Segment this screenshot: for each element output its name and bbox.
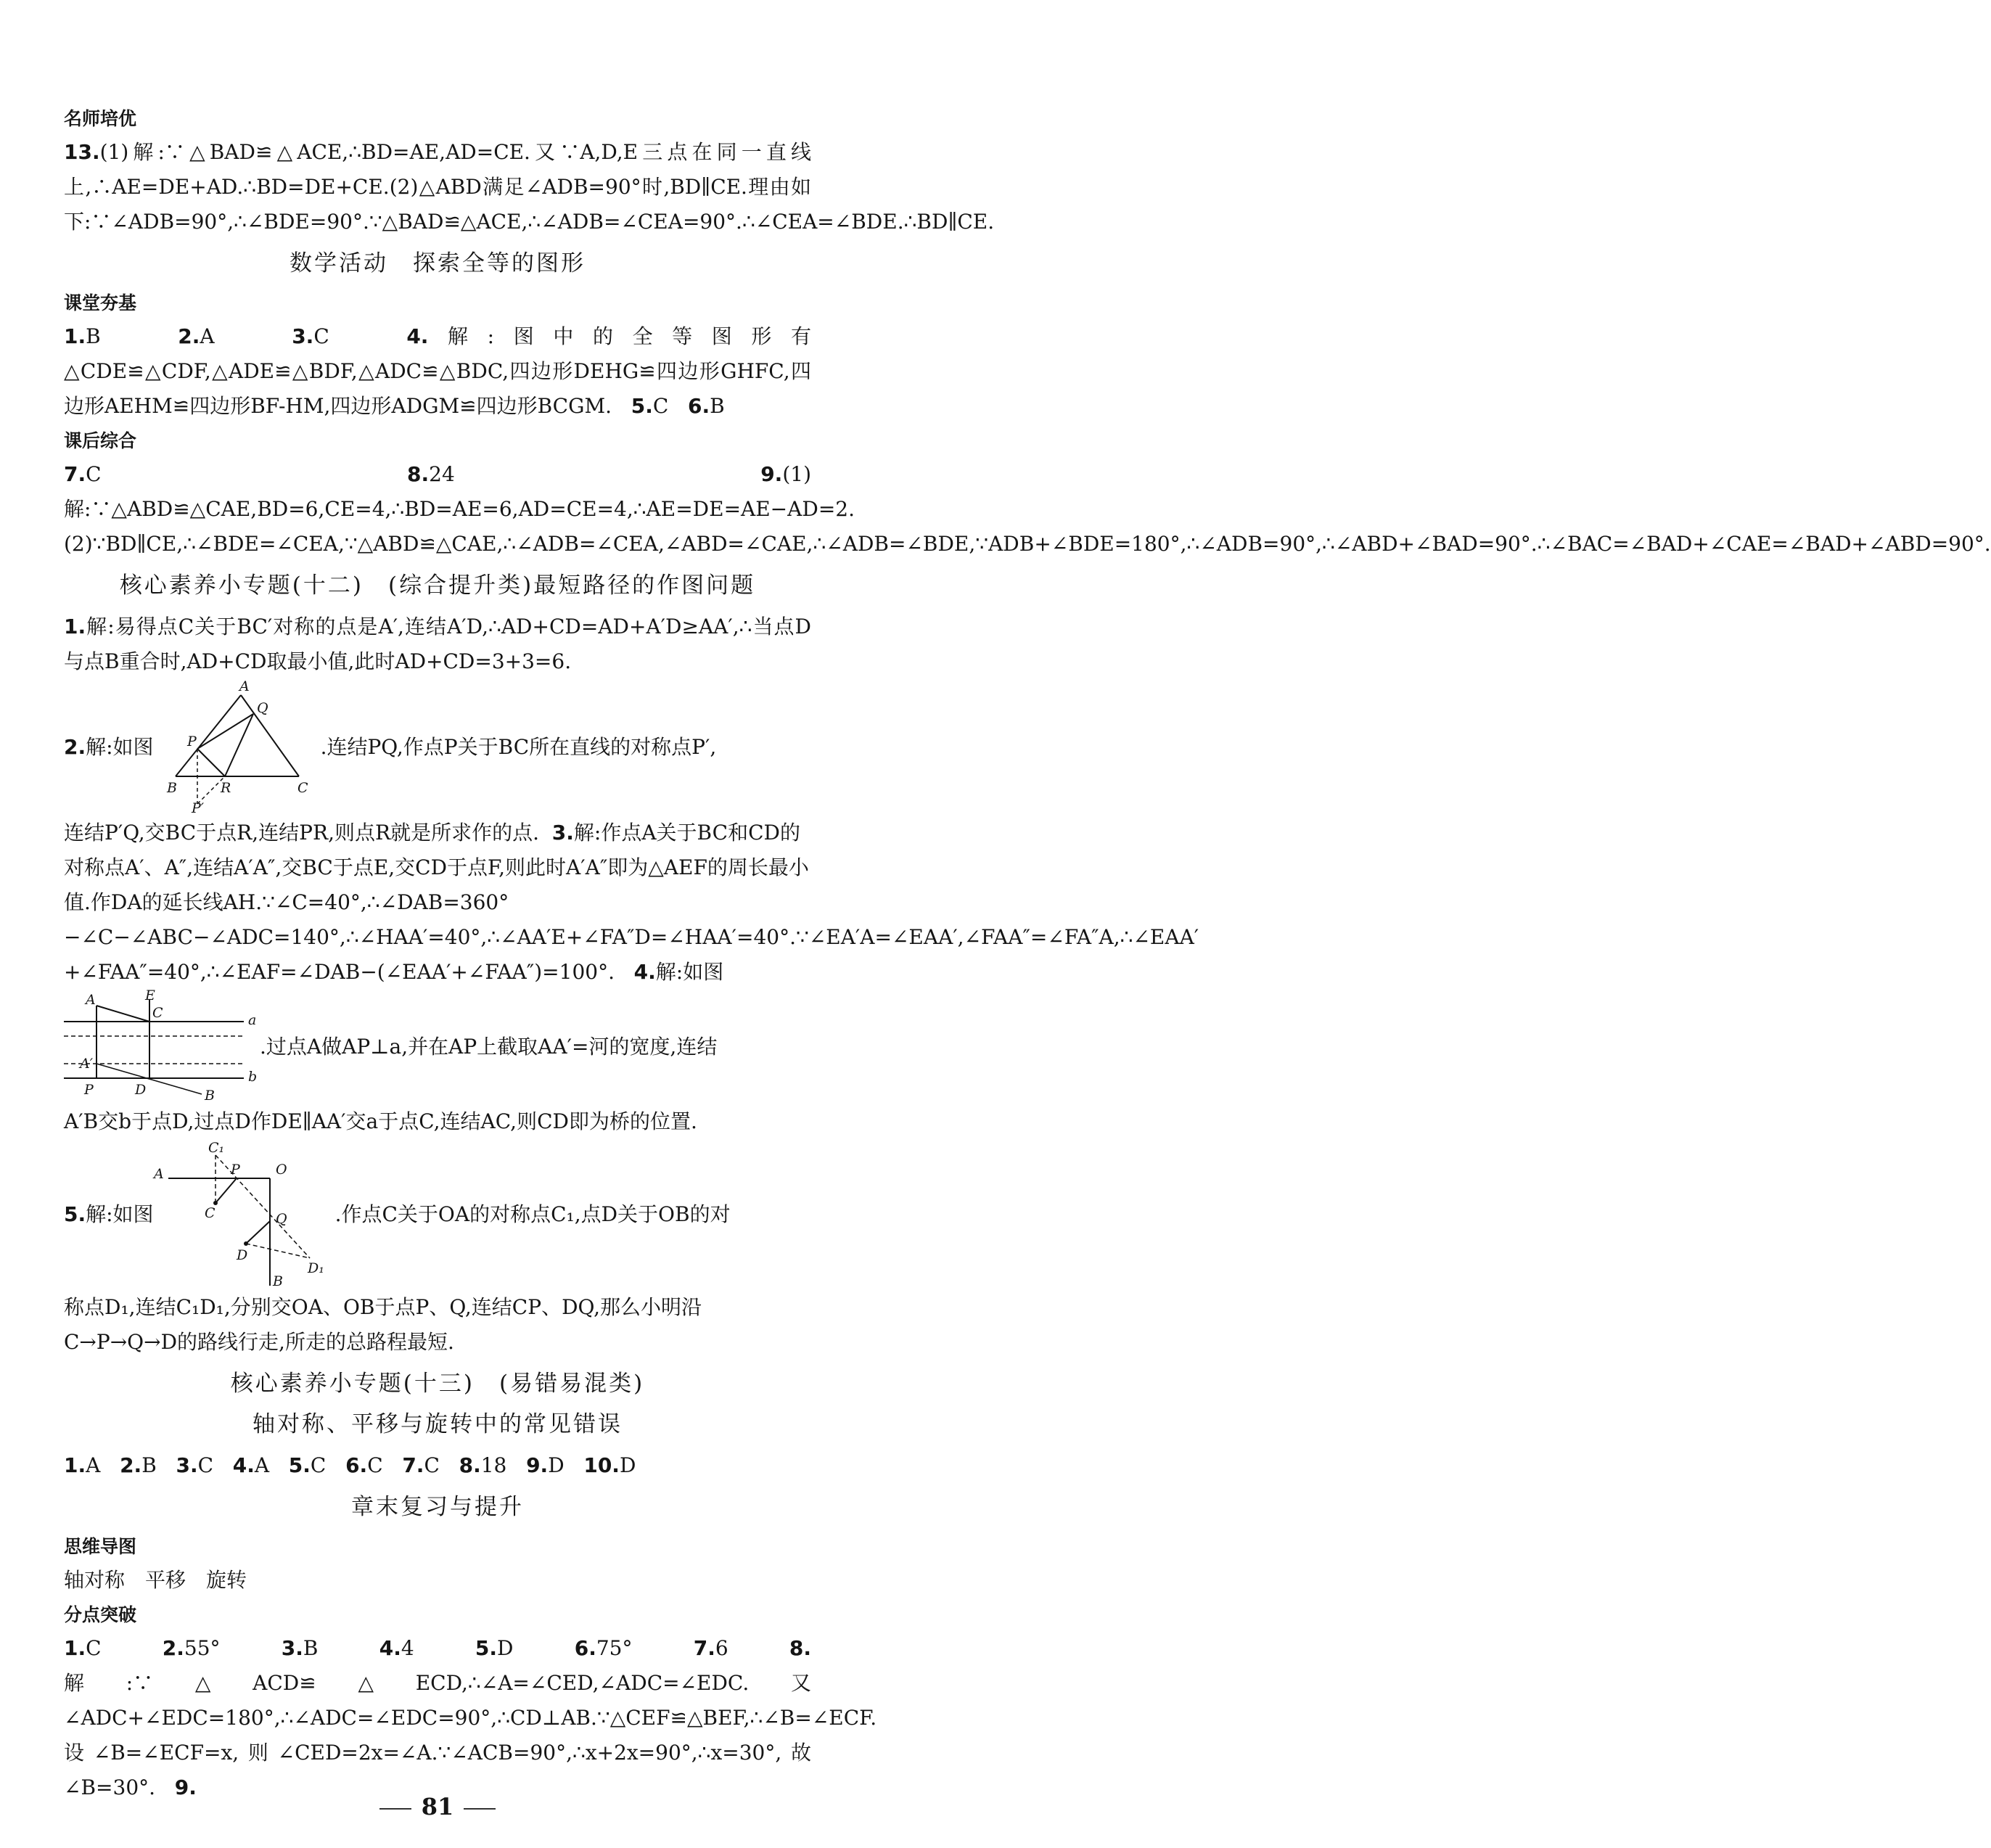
label-b: b [248, 1069, 258, 1085]
label-B: B [166, 780, 177, 796]
title-topic-13b: 轴对称、平移与旋转中的常见错误 [253, 1411, 623, 1437]
fendian-answers: 1.C 2.55° 3.B 4.4 5.D 6.75° 7.6 8.解:∵△ACD≌△ECD,∴∠A=∠CED,∠ADC=∠EDC.又∠ADC+∠EDC=180°,∴∠ADC=∠EDC=90°,∴CD⊥AB.∵△CEF≌△BEF,∴∠B=∠ECF.设∠B=∠ECF=x,则∠CED=2x=∠A.∵∠ACB=90°,∴x+2x=90°,∴x=30°,故∠B=30°. 9. [64, 1636, 877, 1799]
label-A: A [86, 992, 96, 1008]
title-topic-12: 核心素养小专题(十二) (综合提升类)最短路径的作图问题 [119, 572, 756, 599]
topic12-answer-4-row: A E C a A′ P D b B .过点A做AP⊥a,并在AP上截取AA′=河的宽度,连结 [64, 993, 811, 1101]
topic13-answers: 1.A 2.B 3.C 4.A 5.C 6.C 7.C 8.18 9.D 10.D [64, 1453, 636, 1477]
label-P-prime: P′ [191, 800, 204, 816]
label-C: C [152, 1005, 163, 1021]
label-D1: D₁ [307, 1260, 324, 1276]
label-Q: Q [256, 700, 268, 716]
kehou-answers: 7.C 8.24 9.(1)解:∵△ABD≌△CAE,BD=6,CE=4,∴BD=AE=6,AD=CE=4,∴AE=DE=AE−AD=2.(2)∵BD∥CE,∴∠BDE=∠CEA,∵△ABD≌△CAE,∴∠ADB=∠CEA,∠ABD=∠CAE,∴∠ADB=∠BDE,∵ADB+∠BDE=180°,∴∠ADB=90°,∴∠ABD+∠BAD=90°.∴∠BAC=∠BAD+∠CAE=∠BAD+∠ABD=90°. [64, 462, 1991, 556]
answer-page [64, 102, 1991, 1805]
mind-map-items: 轴对称 平移 旋转 [64, 1568, 247, 1592]
title-topic-13a: 核心素养小专题(十三) (易错易混类) [230, 1371, 645, 1397]
section-heading-siwei: 思维导图 [64, 1536, 137, 1557]
label-C: C [204, 1205, 215, 1221]
label-P: P [230, 1162, 240, 1178]
label-C1: C₁ [208, 1140, 224, 1156]
topic12-answer-5-cont: 称点D₁,连结C₁D₁,分别交OA、OB于点P、Q,连结CP、DQ,那么小明沿C→P→Q→D的路线行走,所走的总路程最短. [64, 1295, 702, 1354]
label-A: A [239, 678, 250, 694]
ketang-answers: 1.B 2.A 3.C 4.解:图中的全等图形有△CDE≌△CDF,△ADE≌△BDF,△ADC≌△BDC,四边形DEHG≌四边形GHFC,四边形AEHM≌四边形BF-HM,四边形ADGM≌四边形BCGM. 5.C 6.B [64, 324, 812, 418]
label-R: R [220, 780, 231, 796]
figure-2-triangle [154, 678, 321, 816]
label-A-prime: A′ [80, 1056, 94, 1072]
label-D: D [135, 1082, 147, 1098]
topic12-answer-2-row: 2.解:如图 A Q P B R C P′ .连结PQ,作点P关于BC所在直线的对称点P′, [64, 678, 717, 816]
topic12-answer-4-cont: A′B交b于点D,过点D作DE∥AA′交a于点C,连结AC,则CD即为桥的位置. [64, 1109, 697, 1133]
answer-13: 13.(1)解:∵△BAD≌△ACE,∴BD=AE,AD=CE.又∵A,D,E三点在同一直线上,∴AE=DE+AD.∴BD=DE+CE.(2)△ABD满足∠ADB=90°时,BD∥CE.理由如下:∵∠ADB=90°,∴∠BDE=90°.∵△BAD≌△ACE,∴∠ADB=∠CEA=90°.∴∠CEA=∠BDE.∴BD∥CE. [64, 140, 995, 234]
section-heading-fendian: 分点突破 [64, 1604, 137, 1625]
label-C: C [297, 780, 308, 796]
topic12-answer-2-cont: 连结P′Q,交BC于点R,连结PR,则点R就是所求作的点. 3.解:作点A关于BC和CD的对称点A′、A″,连结A′A″,交BC于点E,交CD于点F,则此时A′A″即为△AEF的周长最小值.作DA的延长线AH.∵∠C=40°,∴∠DAB=360°−∠C−∠ABC−∠ADC=140°,∴∠HAA′=40°,∴∠AA′E+∠FA″D=∠HAA′=40°.∵∠EA′A=∠EAA′,∠FAA″=∠FA″A,∴∠EAA′+∠FAA″=40°,∴∠EAF=∠DAB−(∠EAA′+∠FAA″)=100°. 4.解:如图 [64, 821, 1199, 984]
title-chapter-review: 章末复习与提升 [351, 1494, 524, 1520]
label-O: O [275, 1162, 287, 1178]
figure-4-river [64, 987, 260, 1104]
label-D: D [236, 1247, 247, 1263]
label-A: A [153, 1166, 164, 1182]
label-B: B [205, 1088, 215, 1104]
label-E: E [145, 987, 155, 1003]
label-B: B [272, 1273, 283, 1289]
figure-5-path [154, 1142, 335, 1287]
label-Q: Q [275, 1211, 287, 1227]
section-heading-ketang: 课堂夯基 [64, 292, 137, 313]
section-heading-kehou: 课后综合 [64, 430, 137, 451]
topic12-answer-5-row: 5.解:如图 C₁ A P O C Q D D₁ B .作点C关于OA的对称点C₁,点D关于OB的对 [64, 1140, 731, 1289]
label-a: a [248, 1012, 257, 1028]
page-number: 81 [0, 1789, 875, 1824]
topic12-answer-1: 1.解:易得点C关于BC′对称的点是A′,连结A′D,∴AD+CD=AD+A′D≥AA′,∴当点D与点B重合时,AD+CD取最小值,此时AD+CD=3+3=6. [64, 615, 811, 673]
title-math-activity: 数学活动 探索全等的图形 [290, 250, 586, 276]
label-P: P [186, 734, 197, 750]
label-P: P [84, 1082, 94, 1098]
section-heading-mingshi: 名师培优 [64, 108, 137, 129]
